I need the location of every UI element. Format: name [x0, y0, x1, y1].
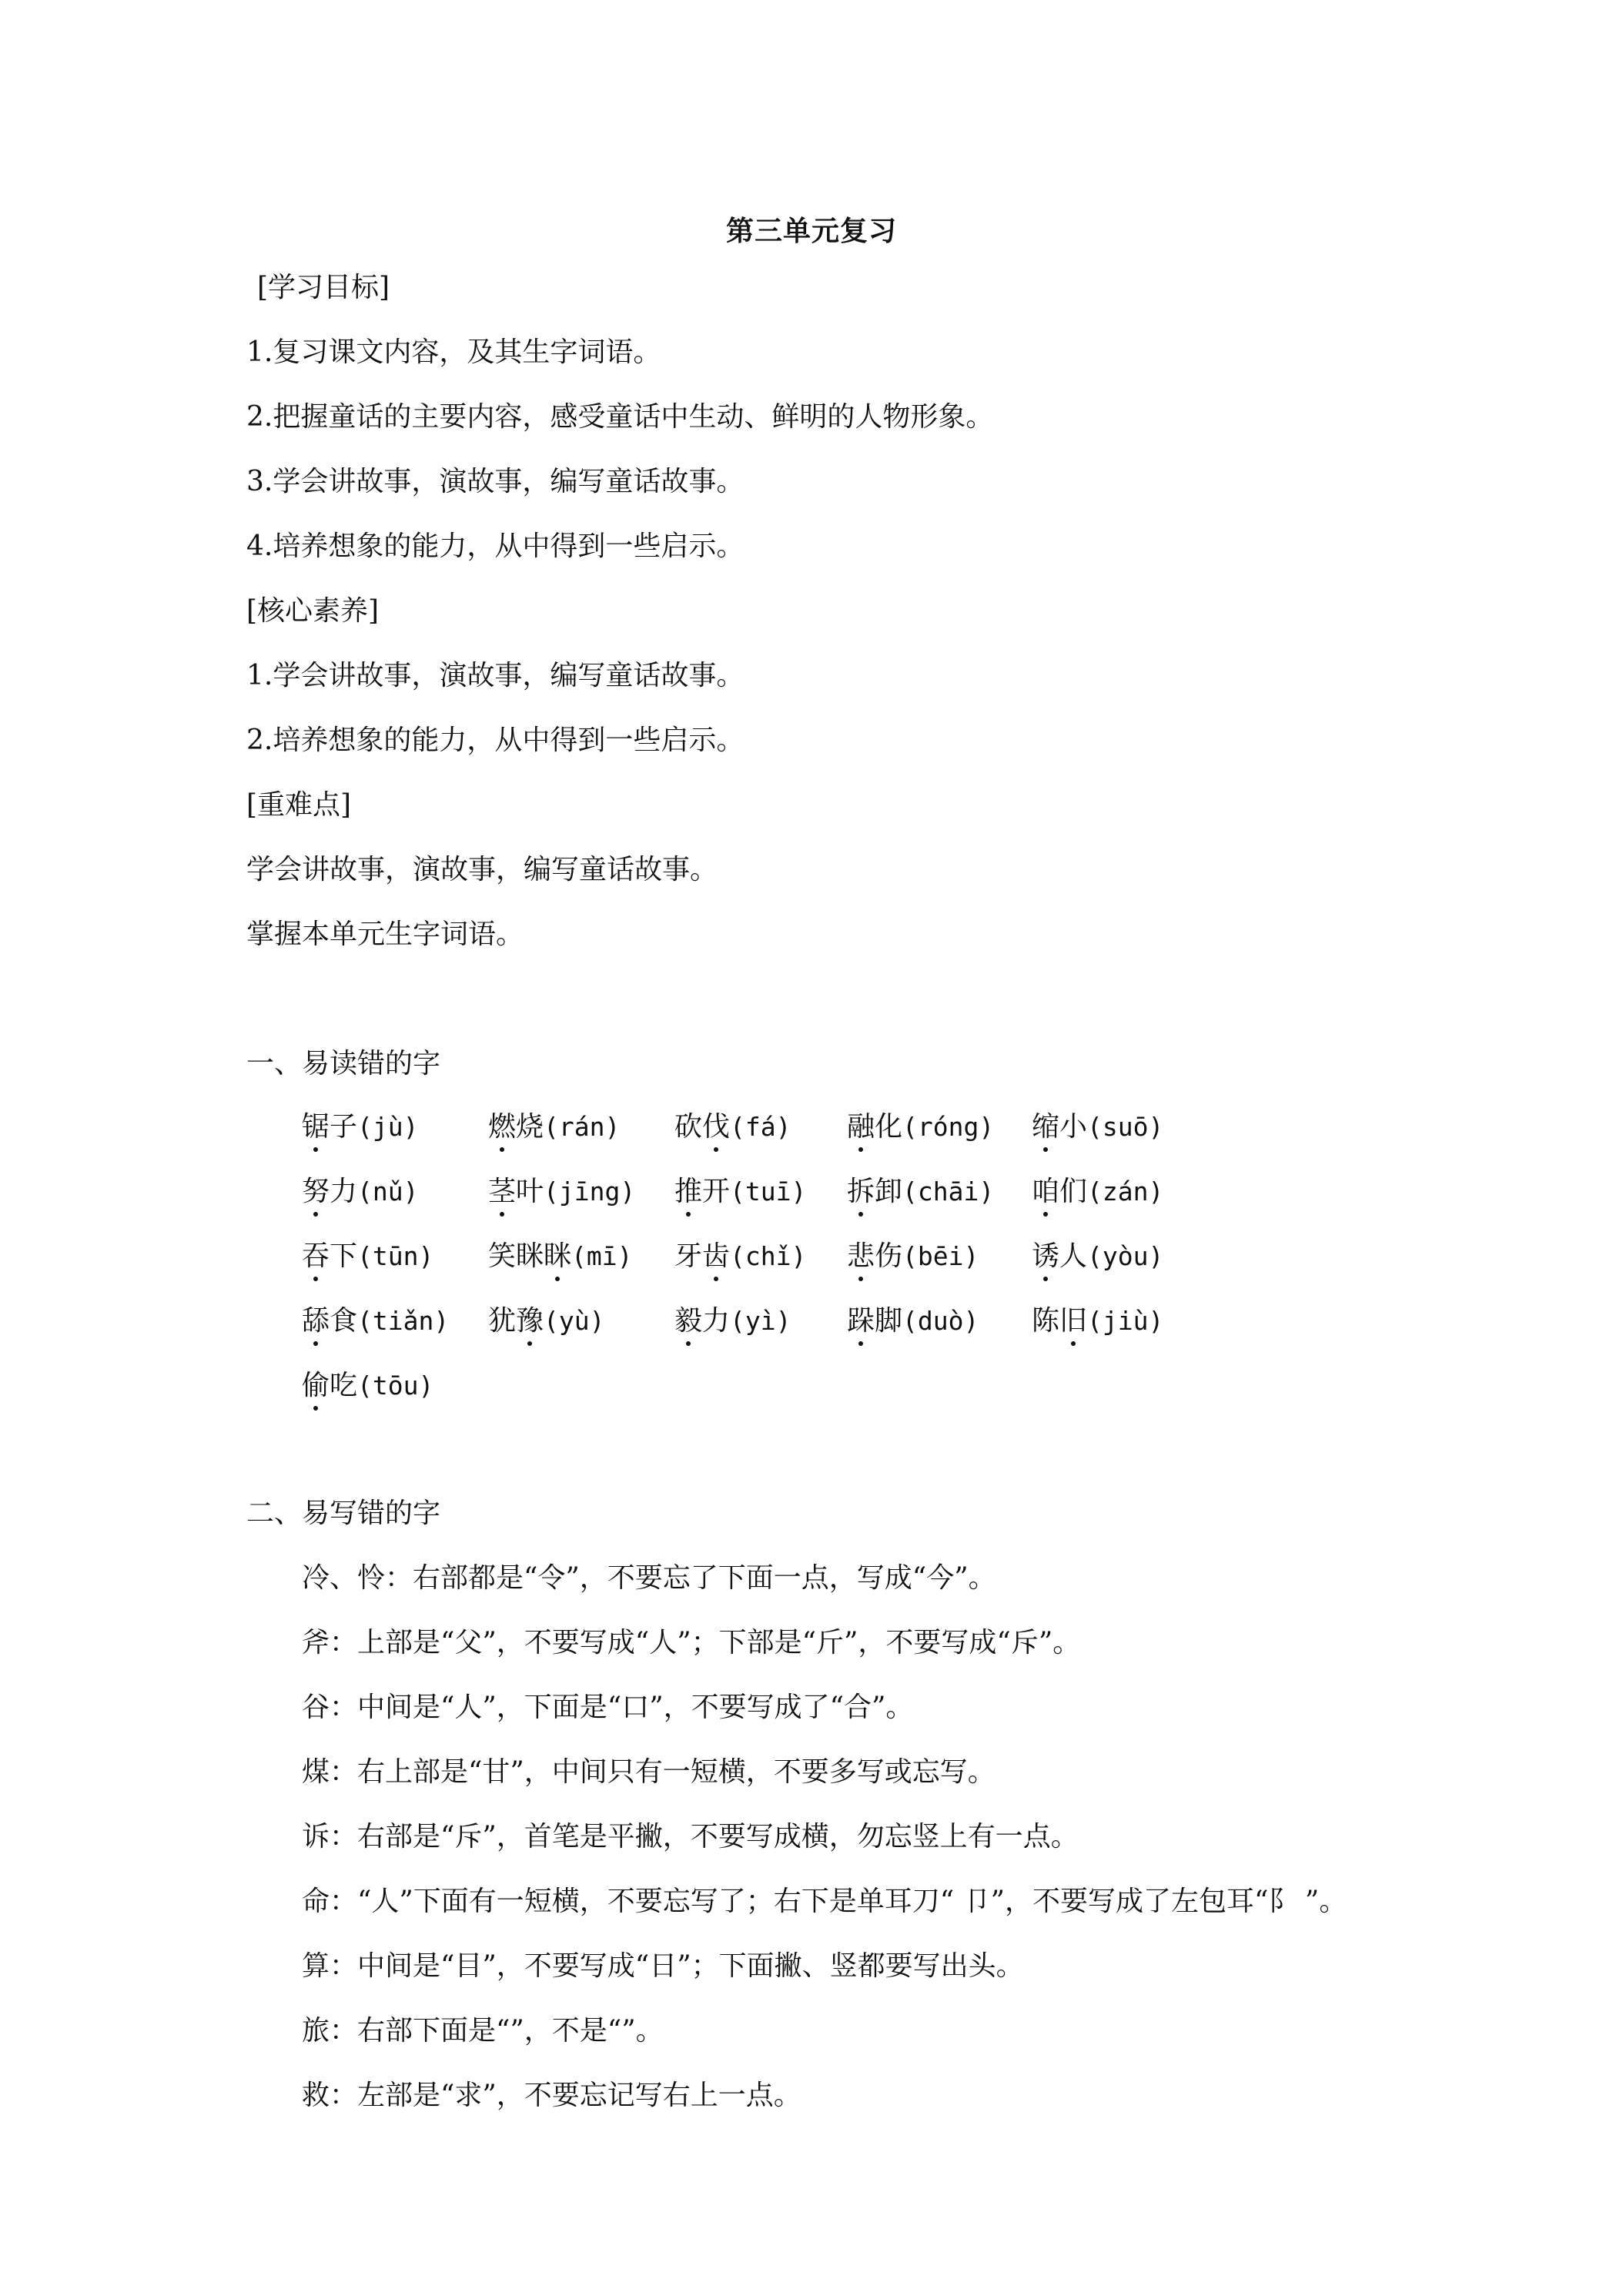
word-char: 眯: [544, 1240, 572, 1272]
writing-tip: 煤：右上部是“甘”，中间只有一短横，不要多写或忘写。: [302, 1756, 996, 1788]
word-item: [488, 1240, 633, 1274]
word-item: [1032, 1175, 1163, 1209]
word-pinyin: (róng): [902, 1112, 995, 1142]
word-char: 笑眯: [488, 1240, 544, 1272]
word-char: 毅: [674, 1305, 703, 1337]
word-char: 砍: [674, 1111, 703, 1143]
writing-tip: 命：“人”下面有一短横，不要忘写了；右下是单耳刀“ 卩”，不要写成了左包耳“阝 ”。: [302, 1886, 1347, 1917]
word-item: [847, 1304, 979, 1338]
page-title: 第三单元复习: [725, 215, 897, 247]
word-char: 茎: [488, 1176, 517, 1207]
word-pinyin: (rán): [544, 1112, 621, 1142]
word-char: 犹: [488, 1305, 517, 1337]
word-char: 陈: [1032, 1305, 1060, 1337]
word-char: 小: [1059, 1111, 1088, 1143]
word-char: 豫: [516, 1305, 544, 1337]
word-pinyin: (zán): [1087, 1176, 1164, 1207]
word-char: 融: [847, 1111, 875, 1143]
word-char: 悲: [847, 1240, 875, 1272]
word-char: 吞: [302, 1240, 330, 1272]
writing-tip: 诉：右部是“斥”，首笔是平撇，不要写成横，勿忘竖上有一点。: [302, 1821, 1079, 1853]
word-pinyin: (bēi): [902, 1241, 979, 1271]
word-char: 吃: [330, 1370, 358, 1401]
word-pinyin: (jù): [357, 1112, 419, 1142]
word-char: 推: [674, 1176, 703, 1207]
word-char: 旧: [1059, 1305, 1088, 1337]
word-char: 伤: [875, 1240, 903, 1272]
section1-heading: 一、易读错的字: [246, 1048, 441, 1079]
word-item: [674, 1304, 791, 1338]
word-char: 开: [702, 1176, 731, 1207]
goals-heading: [学习目标]: [257, 272, 390, 303]
word-char: 烧: [516, 1111, 544, 1143]
word-char: 们: [1059, 1176, 1088, 1207]
goal-item: 3.学会讲故事，演故事，编写童话故事。: [246, 466, 745, 497]
word-item: [674, 1240, 806, 1274]
word-item: [674, 1175, 806, 1209]
word-item: [302, 1110, 419, 1144]
word-pinyin: (duò): [902, 1306, 979, 1336]
word-char: 力: [330, 1176, 358, 1207]
word-pinyin: (chǐ): [730, 1241, 807, 1271]
word-char: 缩: [1032, 1111, 1060, 1143]
word-pinyin: (jīng): [544, 1176, 636, 1207]
word-char: 跺: [847, 1305, 875, 1337]
word-item: [302, 1369, 433, 1403]
keypoints-item: 学会讲故事，演故事，编写童话故事。: [246, 854, 718, 885]
goal-item: 2.把握童话的主要内容，感受童话中生动、鲜明的人物形象。: [246, 401, 994, 433]
word-item: [488, 1175, 635, 1209]
goal-item: 1.复习课文内容，及其生字词语。: [246, 336, 661, 368]
word-item: [302, 1304, 449, 1338]
word-char: 伐: [702, 1111, 731, 1143]
word-item: [1032, 1304, 1163, 1338]
word-char: 诱: [1032, 1240, 1060, 1272]
keypoints-item: 掌握本单元生字词语。: [246, 919, 524, 950]
word-item: [302, 1240, 433, 1274]
writing-tip: 算：中间是“目”，不要写成“日”；下面撇、竖都要写出头。: [302, 1950, 1024, 1982]
word-pinyin: (yù): [544, 1306, 605, 1336]
word-item: [302, 1175, 419, 1209]
word-char: 力: [702, 1305, 731, 1337]
word-pinyin: (tiǎn): [357, 1306, 450, 1336]
word-item: [674, 1110, 791, 1144]
word-pinyin: (fá): [730, 1112, 791, 1142]
word-item: [1032, 1240, 1163, 1274]
word-pinyin: (tūn): [357, 1241, 434, 1271]
writing-tip: 冷、怜：右部都是“令”，不要忘了下面一点，写成“今”。: [302, 1562, 996, 1594]
writing-tip: 救：左部是“求”，不要忘记写右上一点。: [302, 2080, 801, 2111]
word-pinyin: (nǔ): [357, 1176, 419, 1207]
goal-item: 4.培养想象的能力，从中得到一些启示。: [246, 530, 745, 562]
writing-tip: 谷：中间是“人”，下面是“口”，不要写成了“合”。: [302, 1692, 914, 1723]
writing-tip: 旅：右部下面是“”，不是“”。: [302, 2015, 664, 2047]
word-item: [488, 1304, 605, 1338]
word-item: [1032, 1110, 1163, 1144]
word-pinyin: (jiù): [1087, 1306, 1164, 1336]
word-pinyin: (yì): [730, 1306, 791, 1336]
word-item: [847, 1110, 994, 1144]
word-pinyin: (chāi): [902, 1176, 995, 1207]
word-char: 咱: [1032, 1176, 1060, 1207]
word-item: [847, 1175, 994, 1209]
word-char: 偷: [302, 1370, 330, 1401]
word-char: 食: [330, 1305, 358, 1337]
word-pinyin: (yòu): [1087, 1241, 1164, 1271]
literacy-item: 2.培养想象的能力，从中得到一些启示。: [246, 725, 745, 756]
word-pinyin: (mī): [571, 1241, 633, 1271]
word-char: 叶: [516, 1176, 544, 1207]
literacy-heading: [核心素养]: [246, 595, 380, 627]
literacy-item: 1.学会讲故事，演故事，编写童话故事。: [246, 660, 745, 691]
word-item: [847, 1240, 979, 1274]
word-char: 齿: [702, 1240, 731, 1272]
word-char: 下: [330, 1240, 358, 1272]
word-char: 脚: [875, 1305, 903, 1337]
word-char: 拆: [847, 1176, 875, 1207]
keypoints-heading: [重难点]: [246, 789, 352, 821]
word-char: 卸: [875, 1176, 903, 1207]
word-item: [488, 1110, 620, 1144]
word-char: 燃: [488, 1111, 517, 1143]
word-pinyin: (tuī): [730, 1176, 807, 1207]
word-char: 人: [1059, 1240, 1088, 1272]
word-char: 子: [330, 1111, 358, 1143]
word-pinyin: (suō): [1087, 1112, 1164, 1142]
word-char: 努: [302, 1176, 330, 1207]
word-char: 牙: [674, 1240, 703, 1272]
word-char: 舔: [302, 1305, 330, 1337]
word-char: 锯: [302, 1111, 330, 1143]
writing-tip: 斧：上部是“父”，不要写成“人”；下部是“斤”，不要写成“斥”。: [302, 1627, 1081, 1658]
word-char: 化: [875, 1111, 903, 1143]
section2-heading: 二、易写错的字: [246, 1498, 441, 1529]
word-pinyin: (tōu): [357, 1371, 434, 1401]
